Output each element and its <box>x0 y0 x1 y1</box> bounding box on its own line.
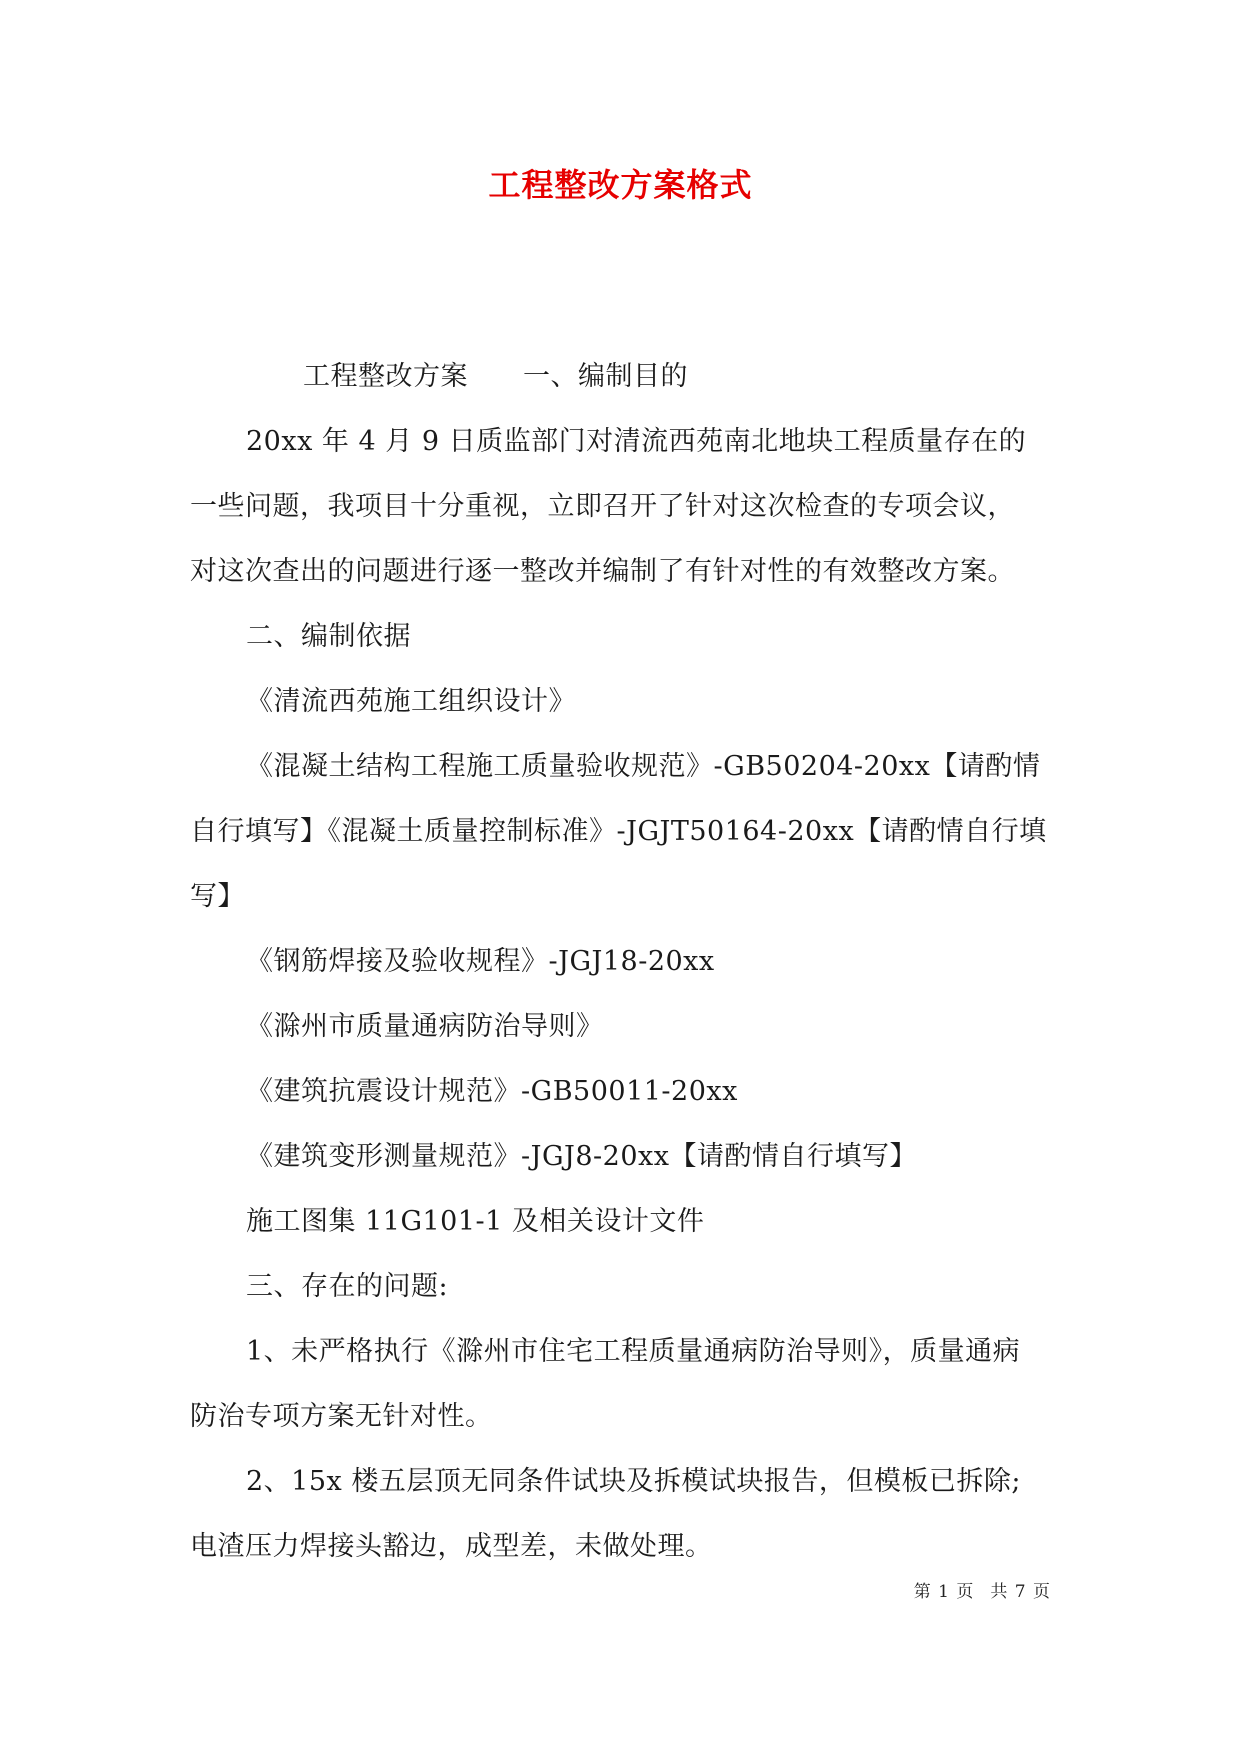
text-line: 《清流西苑施工组织设计》 <box>246 686 576 717</box>
text-line: 《滁州市质量通病防治导则》 <box>246 1011 604 1042</box>
footer-total-pages: 7 <box>1014 1582 1026 1602</box>
text-line: 一些问题，我项目十分重视，立即召开了针对这次检查的专项会议， <box>190 491 1015 522</box>
text-line: 防治专项方案无针对性。 <box>190 1401 493 1432</box>
page-footer <box>0 1577 1050 1602</box>
text-line: 1、未严格执行《滁州市住宅工程质量通病防治导则》，质量通病 <box>246 1336 1021 1367</box>
document-title: 工程整改方案格式 <box>488 166 753 204</box>
footer-label-end: 页 <box>1033 1582 1050 1602</box>
text-line: 《建筑变形测量规范》-JGJ8-20xx【请酌情自行填写】 <box>246 1141 917 1172</box>
text-line: 20xx 年 4 月 9 日质监部门对清流西苑南北地块工程质量存在的 <box>246 426 1027 457</box>
section-heading: 三、存在的问题: <box>246 1271 449 1302</box>
footer-label-page: 第 <box>913 1582 931 1602</box>
text-line: 《钢筋焊接及验收规程》-JGJ18-20xx <box>246 946 715 977</box>
text-line: 电渣压力焊接头豁边，成型差，未做处理。 <box>190 1531 713 1562</box>
text-line: 工程整改方案 一、编制目的 <box>303 361 688 392</box>
footer-current-page: 1 <box>938 1582 949 1602</box>
text-line: 施工图集 11G101-1 及相关设计文件 <box>246 1206 705 1237</box>
text-line: 对这次查出的问题进行逐一整改并编制了有针对性的有效整改方案。 <box>190 556 1015 587</box>
text-line: 写】 <box>190 881 245 912</box>
text-line: 2、15x 楼五层顶无同条件试块及拆模试块报告，但模板已拆除; <box>246 1466 1021 1497</box>
text-line: 自行填写】《混凝土质量控制标准》-JGJT50164-20xx【请酌情自行填 <box>190 816 1047 847</box>
footer-label-of: 页 共 <box>956 1582 1008 1602</box>
text-line: 《混凝土结构工程施工质量验收规范》-GB50204-20xx【请酌情 <box>246 751 1041 782</box>
section-heading: 二、编制依据 <box>246 621 411 652</box>
text-line: 《建筑抗震设计规范》-GB50011-20xx <box>246 1076 738 1107</box>
